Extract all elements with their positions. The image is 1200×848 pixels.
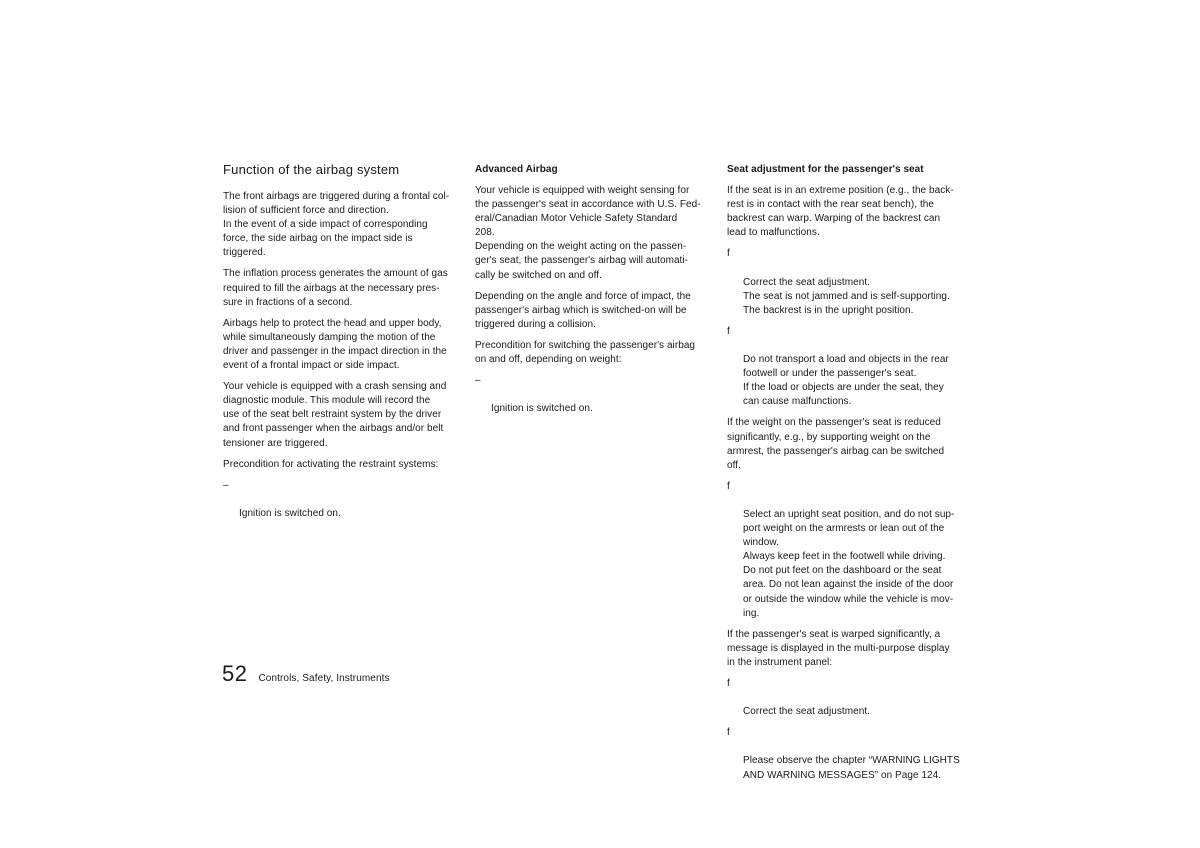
list-item-text: Ignition is switched on. (491, 403, 593, 415)
paragraph-seat-warped-message: If the passenger's seat is warped significantly, a message is displayed in the multi-purpose display in the instrument panel: (727, 628, 950, 668)
paragraph-switching-precondition: Precondition for switching the passenger's airbag on and off, depending on weight: (475, 339, 696, 366)
section-title-seat-adjustment: Seat adjustment for the passenger's seat (727, 164, 924, 175)
list-item-text: Please observe the chapter “WARNING LIGHTS AND WARNING MESSAGES” on Page 124. (743, 755, 960, 781)
dash-bullet: – (475, 375, 481, 387)
paragraph-weight-reduced: If the weight on the passenger's seat is reduced significantly, e.g., by supporting weight on the armrest, the passenger's airbag can be switched off. (727, 417, 945, 471)
list-item-text: Do not transport a load and objects in the rear footwell or under the passenger's seat. If the load or objects are under the seat, they can cause malfunctions. (743, 354, 949, 408)
column-seat-adjustment (727, 162, 972, 790)
instruction-bullet: f (727, 727, 730, 739)
instruction-bullet: f (727, 678, 730, 689)
section-title-function-of-airbag: Function of the airbag system (223, 162, 400, 177)
instruction-bullet: f (727, 248, 730, 260)
column-advanced-airbag (475, 162, 715, 423)
paragraph-weight-sensing: Your vehicle is equipped with weight sensing for the passenger's seat in accordance with U.S. Fed- eral/Canadian Motor Vehicle Safety Standard 208. Depending on the weight acting on the passen- ger's seat, the passenger's airbag will automati- cally be switched on and off. (475, 185, 701, 281)
paragraph-restraint-precondition: Precondition for activating the restraint systems: (223, 458, 439, 470)
paragraph-angle-and-force: Depending on the angle and force of impact, the passenger's airbag which is switched-on will be triggered during a collision. (475, 290, 691, 330)
paragraph-extreme-seat-position: If the seat is in an extreme position (e.g., the back- rest is in contact with the rear seat bench), the backrest can warp. Warping of the backrest can lead to malfunctions. (727, 185, 954, 239)
list-item-ignition (475, 374, 715, 416)
list-item-text: Correct the seat adjustment. The seat is not jammed and is self-supporting. The backrest is in the upright position. (743, 276, 950, 316)
chapter-title: Controls, Safety, Instruments (258, 673, 390, 684)
page-number: 52 (222, 661, 248, 686)
list-item-text: Correct the seat adjustment. (743, 706, 871, 718)
instruction-bullet: f (727, 480, 730, 492)
section-title-advanced-airbag: Advanced Airbag (475, 164, 558, 175)
page-footer (222, 661, 390, 687)
list-item-correct-seat-again (727, 677, 972, 719)
instruction-bullet: f (727, 325, 730, 337)
paragraph-crash-sensing-module: Your vehicle is equipped with a crash sensing and diagnostic module. This module will record the use of the seat belt restraint system by the driver and front passenger when the airbags and/or belt tensioner are triggered. (223, 381, 447, 449)
column-function-of-airbag (223, 162, 463, 528)
list-item-text: Select an upright seat position, and do not sup- port weight on the armrests or lean out of the window. Always keep feet in the footwell while driving. Do not put feet on the dashboard or the seat area. Do not lean against the inside of the door or outside the window while the vehicle is mov- ing. (743, 508, 955, 619)
paragraph-airbag-protection: Airbags help to protect the head and upper body, while simultaneously damping the motion of the driver and passenger in the impact direction in the event of a frontal impact or side impact. (223, 317, 447, 372)
list-item-see-warning-chapter (727, 726, 972, 782)
paragraph-airbag-triggering: The front airbags are triggered during a frontal col- lision of sufficient force and direction. In the event of a side impact of corresponding force, the side airbag on the impact side is triggered. (223, 191, 450, 259)
list-item-text: Ignition is switched on. (239, 507, 341, 519)
list-item-no-load-rear-footwell (727, 325, 972, 410)
list-item-upright-position (727, 480, 972, 621)
dash-bullet: – (223, 479, 229, 491)
list-item-ignition (223, 479, 463, 521)
paragraph-inflation-process: The inflation process generates the amount of gas required to fill the airbags at the necessary pres- sure in fractions of a second. (223, 268, 448, 308)
list-item-correct-seat (727, 247, 972, 317)
